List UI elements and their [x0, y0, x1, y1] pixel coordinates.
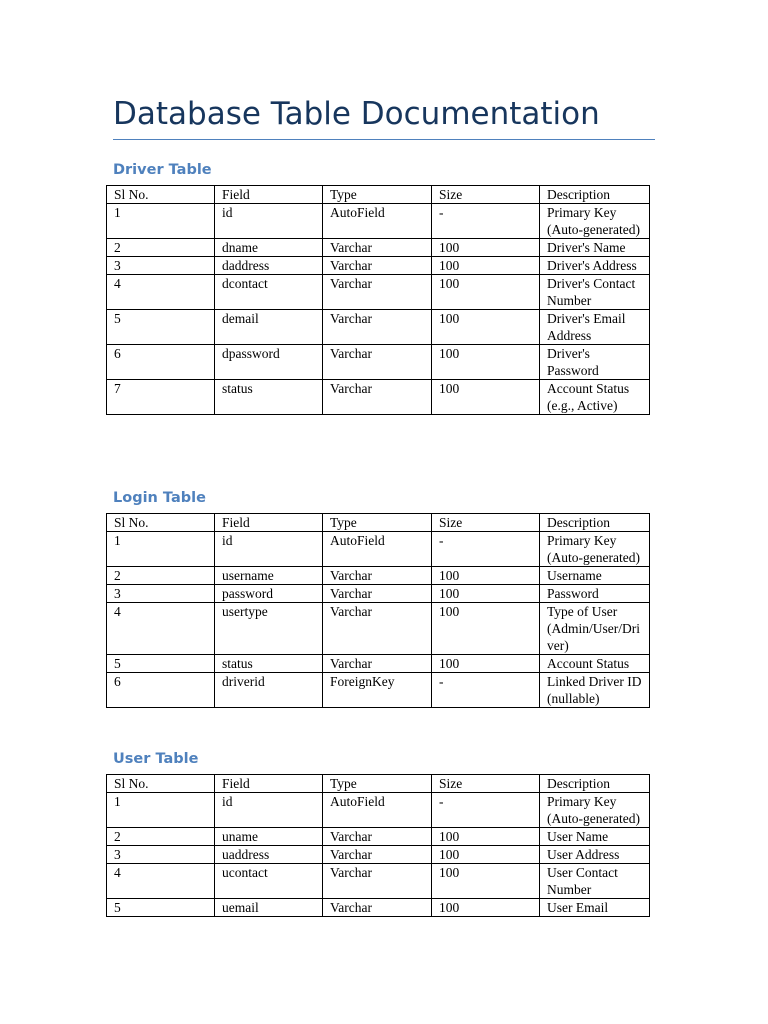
cell-description: User Name [540, 828, 650, 846]
cell-description: Driver's Name [540, 239, 650, 257]
cell-description: Account Status [540, 655, 650, 673]
cell-type: Varchar [323, 567, 432, 585]
cell-size: 100 [432, 567, 540, 585]
document-title: Database Table Documentation [113, 96, 600, 132]
cell-description: Username [540, 567, 650, 585]
cell-type: AutoField [323, 532, 432, 567]
cell-size: 100 [432, 257, 540, 275]
cell-field: demail [215, 310, 323, 345]
table-row [107, 585, 650, 603]
header-size: Size [432, 775, 540, 793]
table-row [107, 655, 650, 673]
header-description: Description [540, 186, 650, 204]
cell-field: daddress [215, 257, 323, 275]
cell-description: Primary Key (Auto-generated) [540, 204, 650, 239]
header-field: Field [215, 775, 323, 793]
cell-description: Account Status (e.g., Active) [540, 380, 650, 415]
cell-size: 100 [432, 275, 540, 310]
cell-description: User Contact Number [540, 864, 650, 899]
cell-sl-no: 1 [107, 204, 215, 239]
header-size: Size [432, 186, 540, 204]
cell-size: 100 [432, 899, 540, 917]
cell-type: Varchar [323, 239, 432, 257]
cell-type: Varchar [323, 828, 432, 846]
cell-type: AutoField [323, 204, 432, 239]
header-description: Description [540, 775, 650, 793]
driver-table-section [106, 160, 649, 415]
cell-sl-no: 5 [107, 655, 215, 673]
cell-field: usertype [215, 603, 323, 655]
cell-field: status [215, 380, 323, 415]
section-heading: Driver Table [113, 162, 212, 178]
cell-description: User Email [540, 899, 650, 917]
table-row [107, 899, 650, 917]
cell-sl-no: 7 [107, 380, 215, 415]
cell-field: dcontact [215, 275, 323, 310]
table-row [107, 603, 650, 655]
header-field: Field [215, 514, 323, 532]
cell-size: 100 [432, 345, 540, 380]
table-row [107, 257, 650, 275]
cell-sl-no: 3 [107, 257, 215, 275]
table-row [107, 275, 650, 310]
cell-field: uaddress [215, 846, 323, 864]
header-type: Type [323, 186, 432, 204]
cell-description: Driver's Contact Number [540, 275, 650, 310]
cell-field: password [215, 585, 323, 603]
cell-type: Varchar [323, 899, 432, 917]
table-header-row [107, 775, 650, 793]
header-size: Size [432, 514, 540, 532]
cell-size: - [432, 532, 540, 567]
cell-sl-no: 1 [107, 532, 215, 567]
section-heading: User Table [113, 751, 199, 767]
cell-description: Primary Key (Auto-generated) [540, 532, 650, 567]
cell-sl-no: 4 [107, 603, 215, 655]
cell-sl-no: 3 [107, 846, 215, 864]
cell-field: status [215, 655, 323, 673]
cell-field: dname [215, 239, 323, 257]
table-row [107, 673, 650, 708]
table-row [107, 846, 650, 864]
cell-size: - [432, 793, 540, 828]
cell-type: Varchar [323, 275, 432, 310]
cell-size: 100 [432, 864, 540, 899]
cell-size: 100 [432, 603, 540, 655]
table-header-row [107, 514, 650, 532]
cell-description: Driver's Email Address [540, 310, 650, 345]
header-type: Type [323, 775, 432, 793]
cell-sl-no: 6 [107, 345, 215, 380]
table-row [107, 828, 650, 846]
cell-field: dpassword [215, 345, 323, 380]
cell-field: username [215, 567, 323, 585]
table-row [107, 239, 650, 257]
cell-type: Varchar [323, 655, 432, 673]
cell-type: Varchar [323, 603, 432, 655]
table-row [107, 532, 650, 567]
cell-description: Linked Driver ID (nullable) [540, 673, 650, 708]
cell-type: Varchar [323, 310, 432, 345]
cell-sl-no: 2 [107, 828, 215, 846]
cell-sl-no: 4 [107, 275, 215, 310]
header-type: Type [323, 514, 432, 532]
cell-field: id [215, 204, 323, 239]
header-sl-no: Sl No. [107, 514, 215, 532]
cell-description: Type of User (Admin/User/Driver) [540, 603, 650, 655]
cell-size: 100 [432, 846, 540, 864]
cell-sl-no: 5 [107, 899, 215, 917]
table-row [107, 793, 650, 828]
user-table-section [106, 749, 649, 917]
title-divider [113, 139, 655, 140]
cell-sl-no: 2 [107, 239, 215, 257]
cell-type: Varchar [323, 846, 432, 864]
cell-size: 100 [432, 310, 540, 345]
cell-type: Varchar [323, 585, 432, 603]
cell-sl-no: 3 [107, 585, 215, 603]
header-sl-no: Sl No. [107, 186, 215, 204]
cell-size: - [432, 673, 540, 708]
cell-type: Varchar [323, 345, 432, 380]
cell-field: ucontact [215, 864, 323, 899]
table-row [107, 864, 650, 899]
table-row [107, 345, 650, 380]
cell-sl-no: 4 [107, 864, 215, 899]
login-table-section [106, 488, 649, 708]
cell-type: ForeignKey [323, 673, 432, 708]
cell-description: Primary Key (Auto-generated) [540, 793, 650, 828]
section-heading: Login Table [113, 490, 206, 506]
table-row [107, 310, 650, 345]
cell-description: Driver's Password [540, 345, 650, 380]
cell-field: id [215, 532, 323, 567]
cell-sl-no: 5 [107, 310, 215, 345]
cell-type: Varchar [323, 257, 432, 275]
cell-description: Driver's Address [540, 257, 650, 275]
cell-description: Password [540, 585, 650, 603]
header-description: Description [540, 514, 650, 532]
cell-field: uemail [215, 899, 323, 917]
driver-table [106, 185, 650, 415]
cell-type: Varchar [323, 380, 432, 415]
login-table [106, 513, 650, 708]
header-field: Field [215, 186, 323, 204]
header-sl-no: Sl No. [107, 775, 215, 793]
cell-field: uname [215, 828, 323, 846]
cell-sl-no: 2 [107, 567, 215, 585]
cell-description: User Address [540, 846, 650, 864]
cell-type: AutoField [323, 793, 432, 828]
table-header-row [107, 186, 650, 204]
user-table [106, 774, 650, 917]
cell-size: - [432, 204, 540, 239]
cell-size: 100 [432, 380, 540, 415]
cell-size: 100 [432, 655, 540, 673]
cell-size: 100 [432, 239, 540, 257]
table-row [107, 380, 650, 415]
cell-type: Varchar [323, 864, 432, 899]
cell-sl-no: 1 [107, 793, 215, 828]
cell-size: 100 [432, 585, 540, 603]
cell-sl-no: 6 [107, 673, 215, 708]
table-row [107, 567, 650, 585]
cell-field: id [215, 793, 323, 828]
cell-size: 100 [432, 828, 540, 846]
table-row [107, 204, 650, 239]
cell-field: driverid [215, 673, 323, 708]
